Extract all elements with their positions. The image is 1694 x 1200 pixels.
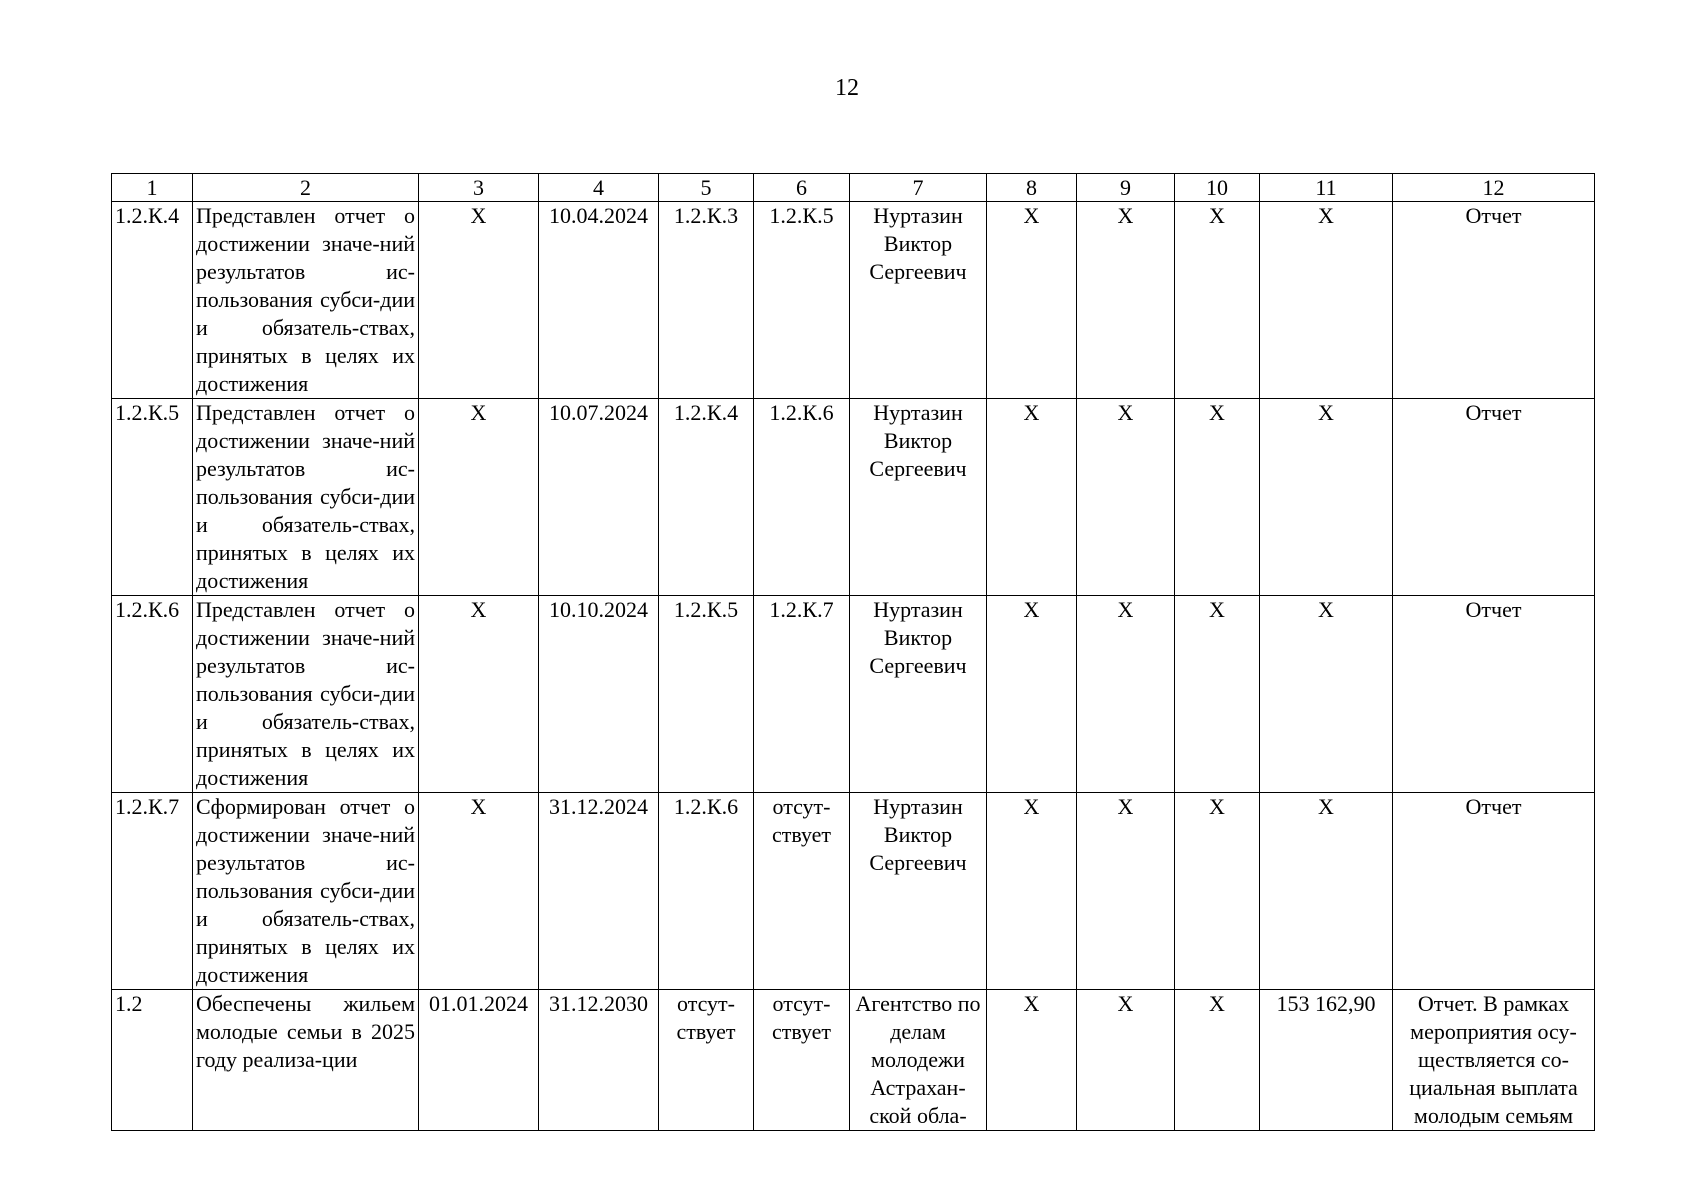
table-row <box>112 990 1595 1131</box>
cell-col9: Х <box>1077 202 1175 399</box>
column-number: 9 <box>1077 174 1175 202</box>
column-number: 12 <box>1393 174 1595 202</box>
column-number-row <box>112 174 1595 202</box>
row-description: Представлен отчет о достижении значе-ний результатов ис-пользования субси-дии и обязатель-ствах, принятых в целях их достижения <box>193 399 419 596</box>
responsible: Нуртазин Виктор Сергеевич <box>850 793 987 990</box>
cell-col10: Х <box>1175 399 1260 596</box>
table-row <box>112 202 1595 399</box>
start-date: Х <box>419 202 539 399</box>
cell-col8: Х <box>987 990 1077 1131</box>
row-code: 1.2.К.4 <box>112 202 193 399</box>
successor: отсут-ствует <box>754 990 850 1131</box>
column-number: 2 <box>193 174 419 202</box>
cell-col8: Х <box>987 202 1077 399</box>
responsible: Нуртазин Виктор Сергеевич <box>850 399 987 596</box>
cell-col8: Х <box>987 596 1077 793</box>
cell-col11: Х <box>1260 202 1393 399</box>
cell-col11: Х <box>1260 596 1393 793</box>
cell-col8: Х <box>987 399 1077 596</box>
start-date: Х <box>419 399 539 596</box>
end-date: 10.10.2024 <box>539 596 659 793</box>
row-description: Представлен отчет о достижении значе-ний результатов ис-пользования субси-дии и обязатель-ствах, принятых в целях их достижения <box>193 596 419 793</box>
table-row <box>112 793 1595 990</box>
cell-col11: Х <box>1260 793 1393 990</box>
table-row <box>112 596 1595 793</box>
result-type: Отчет <box>1393 399 1595 596</box>
successor: 1.2.К.7 <box>754 596 850 793</box>
row-description: Сформирован отчет о достижении значе-ний результатов ис-пользования субси-дии и обязатель-ствах, принятых в целях их достижения <box>193 793 419 990</box>
column-number: 8 <box>987 174 1077 202</box>
schedule-table <box>111 173 1595 1131</box>
cell-col10: Х <box>1175 202 1260 399</box>
cell-col10: Х <box>1175 990 1260 1131</box>
page-number: 12 <box>835 75 859 101</box>
responsible: Нуртазин Виктор Сергеевич <box>850 596 987 793</box>
cell-col9: Х <box>1077 399 1175 596</box>
responsible: Агентство по делам молодежи Астрахан-ской обла- <box>850 990 987 1131</box>
row-code: 1.2 <box>112 990 193 1131</box>
predecessor: 1.2.К.5 <box>659 596 754 793</box>
predecessor: 1.2.К.4 <box>659 399 754 596</box>
column-number: 3 <box>419 174 539 202</box>
cell-col8: Х <box>987 793 1077 990</box>
row-code: 1.2.К.7 <box>112 793 193 990</box>
start-date: Х <box>419 596 539 793</box>
predecessor: 1.2.К.6 <box>659 793 754 990</box>
end-date: 31.12.2030 <box>539 990 659 1131</box>
successor: 1.2.К.5 <box>754 202 850 399</box>
result-type: Отчет <box>1393 596 1595 793</box>
responsible: Нуртазин Виктор Сергеевич <box>850 202 987 399</box>
table-row <box>112 399 1595 596</box>
funding-amount: 153 162,90 <box>1260 990 1393 1131</box>
predecessor: отсут-ствует <box>659 990 754 1131</box>
cell-col11: Х <box>1260 399 1393 596</box>
cell-col9: Х <box>1077 793 1175 990</box>
start-date: 01.01.2024 <box>419 990 539 1131</box>
row-description: Представлен отчет о достижении значе-ний результатов ис-пользования субси-дии и обязатель-ствах, принятых в целях их достижения <box>193 202 419 399</box>
cell-col10: Х <box>1175 596 1260 793</box>
row-description: Обеспечены жильем молодые семьи в 2025 году реализа-ции <box>193 990 419 1131</box>
column-number: 6 <box>754 174 850 202</box>
column-number: 7 <box>850 174 987 202</box>
result-type: Отчет <box>1393 793 1595 990</box>
end-date: 10.04.2024 <box>539 202 659 399</box>
column-number: 10 <box>1175 174 1260 202</box>
column-number: 11 <box>1260 174 1393 202</box>
result-type: Отчет. В рамках мероприятия осу-ществляется со-циальная выплата молодым семьям <box>1393 990 1595 1131</box>
column-number: 1 <box>112 174 193 202</box>
column-number: 4 <box>539 174 659 202</box>
end-date: 10.07.2024 <box>539 399 659 596</box>
row-code: 1.2.К.5 <box>112 399 193 596</box>
start-date: Х <box>419 793 539 990</box>
cell-col9: Х <box>1077 990 1175 1131</box>
successor: 1.2.К.6 <box>754 399 850 596</box>
cell-col10: Х <box>1175 793 1260 990</box>
result-type: Отчет <box>1393 202 1595 399</box>
successor: отсут-ствует <box>754 793 850 990</box>
row-code: 1.2.К.6 <box>112 596 193 793</box>
end-date: 31.12.2024 <box>539 793 659 990</box>
cell-col9: Х <box>1077 596 1175 793</box>
column-number: 5 <box>659 174 754 202</box>
predecessor: 1.2.К.3 <box>659 202 754 399</box>
